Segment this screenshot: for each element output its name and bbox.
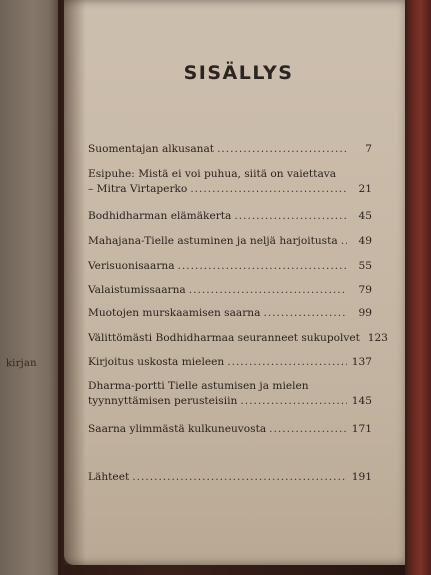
toc-leader-dots (217, 142, 347, 157)
toc-page-number: 55 (358, 260, 372, 272)
toc-page-number: 99 (358, 307, 372, 319)
toc-page-number: 171 (351, 423, 372, 435)
toc-entry (88, 283, 372, 298)
toc-line (88, 379, 372, 394)
toc-page-number: 145 (351, 395, 372, 407)
toc-line (88, 331, 388, 346)
toc-entry (88, 470, 372, 485)
toc-leader-dots (227, 355, 347, 370)
toc-entry (88, 379, 372, 409)
toc-leader-dots (190, 182, 347, 197)
toc-entry-title: Muotojen murskaamisen saarna (88, 307, 261, 319)
toc-entry-title: Suomentajan alkusanat (88, 143, 215, 155)
toc-entry-title: Verisuonisaarna (88, 260, 175, 272)
toc-leader-dots (341, 234, 347, 249)
toc-entry (88, 167, 372, 197)
toc-entry-title: Valaistumissaarna (88, 284, 186, 296)
toc-entry-title: Saarna ylimmästä kulkuneuvosta (88, 423, 267, 435)
toc-line (88, 470, 372, 485)
toc-entry-title: Lähteet (88, 471, 130, 483)
toc-entry (88, 209, 372, 224)
toc-page-number: 7 (365, 143, 372, 155)
toc-line (88, 209, 372, 224)
toc-leader-dots (189, 283, 347, 298)
toc-entry (88, 355, 372, 370)
toc-page-number: 21 (358, 183, 372, 195)
toc-line (88, 182, 372, 197)
toc-entry (88, 142, 372, 157)
toc-line (88, 167, 372, 182)
toc-line (88, 422, 372, 437)
toc-entry-title: Mahajana-Tielle astuminen ja neljä harjoitusta (88, 235, 338, 247)
left-page-text-fragment: kirjan (5, 357, 37, 370)
toc-line (88, 234, 372, 249)
toc-leader-dots (132, 470, 347, 485)
toc-entry-title: Välittömästi Bodhidharmaa seuranneet sukupolvet (88, 332, 360, 344)
toc-entry (88, 331, 388, 346)
toc-line (88, 142, 372, 157)
left-page (0, 0, 58, 575)
toc-line (88, 283, 372, 298)
toc-page-number: 79 (358, 284, 372, 296)
toc-leader-dots (234, 209, 347, 224)
book-page (64, 0, 413, 565)
toc-entry (88, 259, 372, 274)
gutter-shadow (64, 0, 86, 565)
toc-leader-dots (178, 259, 347, 274)
toc-entry-title: Bodhidharman elämäkerta (88, 210, 232, 222)
toc-entry-title: Esipuhe: Mistä ei voi puhua, siitä on vaiettava (88, 168, 337, 180)
toc-leader-dots (263, 306, 347, 321)
toc-entry-title-continued: tyynnyttämisen perusteisiin (88, 395, 238, 407)
book-cover-edge (405, 0, 431, 575)
toc-entry (88, 234, 372, 249)
toc-entry (88, 422, 372, 437)
toc-entry-title: Dharma-portti Tielle astumisen ja mielen (88, 380, 309, 392)
toc-line (88, 355, 372, 370)
toc-page-number: 191 (351, 471, 372, 483)
toc-entry (88, 306, 372, 321)
toc-page-number: 45 (358, 210, 372, 222)
toc-line (88, 306, 372, 321)
page-title: SISÄLLYS (183, 62, 294, 84)
toc-entry-title: Kirjoitus uskosta mieleen (88, 356, 225, 368)
toc-line (88, 259, 372, 274)
toc-page-number: 137 (351, 356, 372, 368)
toc-page-number: 49 (358, 235, 372, 247)
toc-entry-title-continued: – Mitra Virtaperko (88, 183, 188, 195)
toc-leader-dots (269, 422, 347, 437)
toc-page-number: 123 (367, 332, 388, 344)
toc-line (88, 394, 372, 409)
toc-leader-dots (240, 394, 347, 409)
